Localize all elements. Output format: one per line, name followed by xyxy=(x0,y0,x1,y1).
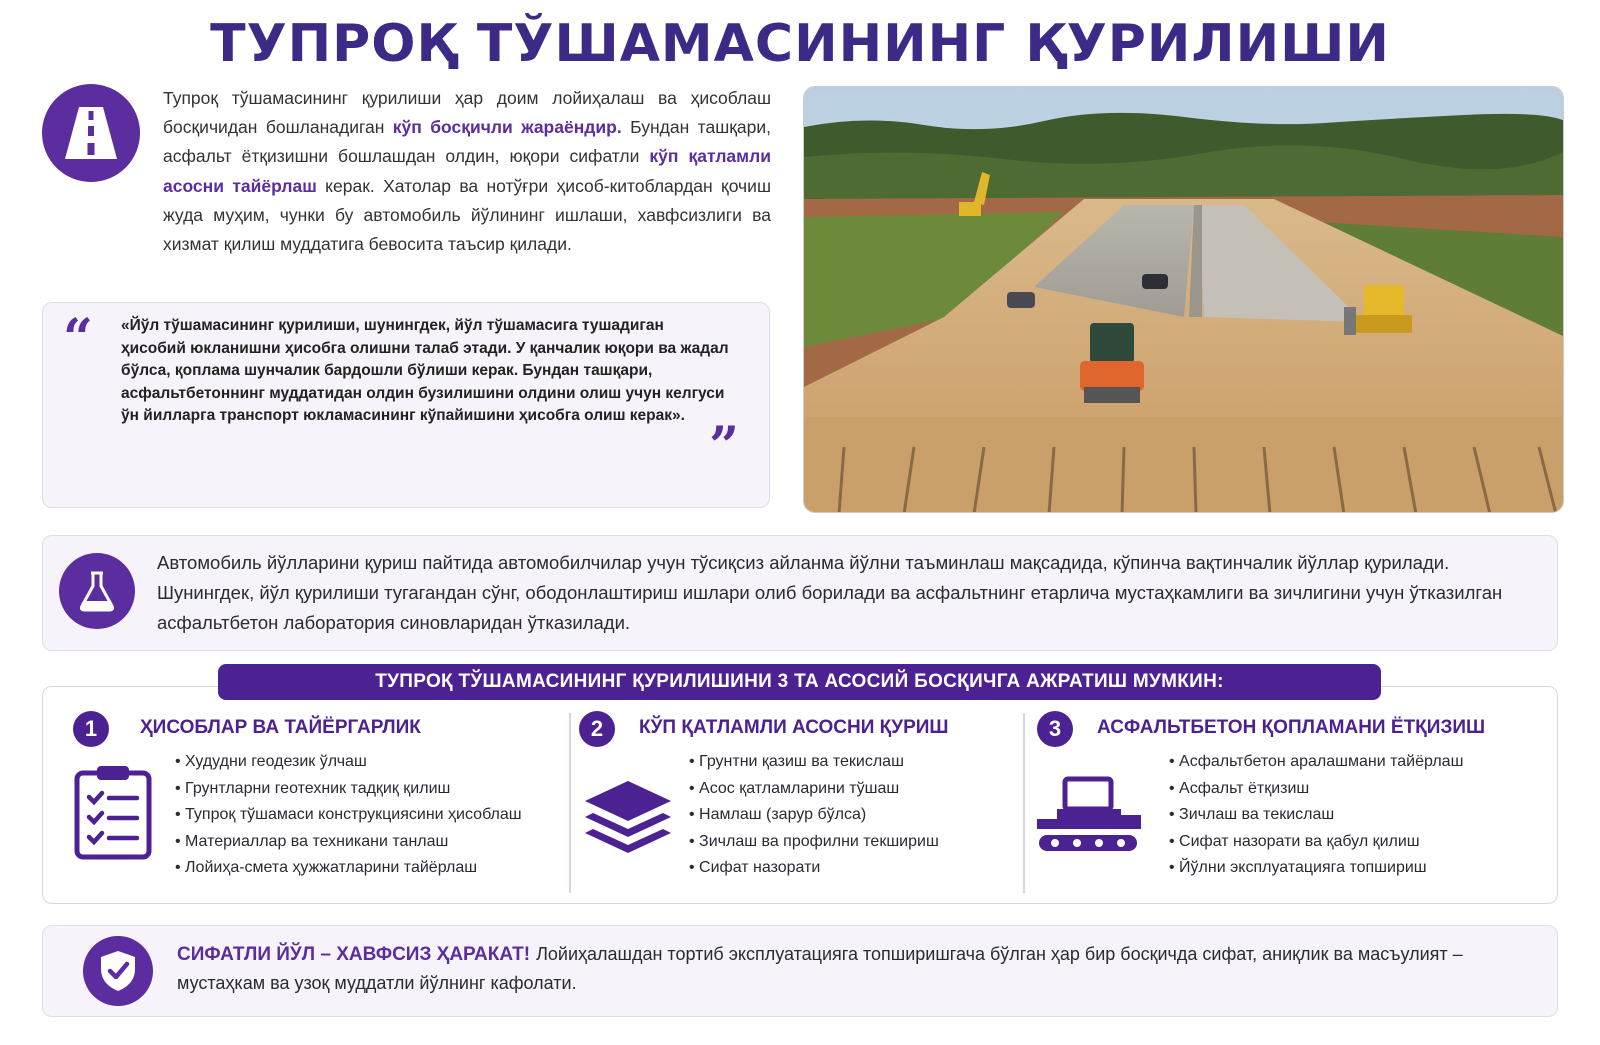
intro-highlight-2: кўп қатламли асосни тайёрлаш xyxy=(163,146,771,196)
lab-info-box xyxy=(42,535,1558,651)
list-item: • Лойиҳа-смета ҳужжатларини тайёрлаш xyxy=(175,855,522,882)
layers-icon xyxy=(583,779,673,868)
list-item: • Асфальтбетон аралашмани тайёрлаш xyxy=(1169,749,1463,776)
stage-3 xyxy=(1025,687,1555,905)
flask-icon xyxy=(59,553,135,629)
intro-paragraph xyxy=(163,84,771,259)
stage-3-list xyxy=(1169,749,1463,882)
list-item: • Зичлаш ва текислаш xyxy=(1169,802,1463,829)
stage-3-number: 3 xyxy=(1037,711,1073,747)
stage-1-title: ҲИСОБЛАР ВА ТАЙЁРГАРЛИК xyxy=(140,717,421,738)
intro-text-3: керак. Хатолар ва нотўғри ҳисоб-китоблардан қочиш жуда муҳим, чунки бу автомобиль йўлининг ишлаши, хавфсизлиги ва хизмат қилиш муддатига бевосита таъсир қилади. xyxy=(163,175,771,255)
stage-1 xyxy=(43,687,568,905)
list-item: • Сифат назорати xyxy=(689,855,939,882)
list-item: • Намлаш (зарур бўлса) xyxy=(689,802,939,829)
intro-text-1: Тупроқ тўшамасининг қурилиши ҳар доим лойиҳалаш ва ҳисоблаш босқичидан бошланадиган xyxy=(163,88,771,138)
footer-highlight: СИФАТЛИ ЙЎЛ – ХАВФСИЗ ҲАРАКАТ! xyxy=(177,944,531,965)
road-construction-photo xyxy=(803,86,1564,513)
stage-3-title: АСФАЛЬТБЕТОН ҚОПЛАМАНИ ЁТҚИЗИШ xyxy=(1097,717,1486,738)
stage-2 xyxy=(571,687,1021,905)
stage-2-list xyxy=(689,749,939,882)
stage-2-number: 2 xyxy=(579,711,615,747)
clipboard-checklist-icon xyxy=(73,763,153,866)
list-item: • Грунтларни геотехник тадқиқ қилиш xyxy=(175,776,522,803)
page-title: ТУПРОҚ ТЎШАМАСИНИНГ ҚУРИЛИШИ xyxy=(210,14,1390,74)
stage-1-list xyxy=(175,749,522,882)
intro-text-2: Бундан ташқари, асфальт ётқизишни бошлашдан олдин, юқори сифатли xyxy=(163,117,772,167)
shield-check-icon xyxy=(83,936,153,1006)
stage-2-title: КЎП ҚАТЛАМЛИ АСОСНИ ҚУРИШ xyxy=(639,717,949,738)
list-item: • Сифат назорати ва қабул қилиш xyxy=(1169,829,1463,856)
list-item: • Грунтни қазиш ва текислаш xyxy=(689,749,939,776)
intro-highlight-1: кўп босқичли жараёндир. xyxy=(392,117,622,138)
footer-text xyxy=(177,940,1547,997)
lab-text: Автомобиль йўлларини қуриш пайтида автомобилчилар учун тўсиқсиз айланма йўлни таъминлаш мақсадида, кўпинча вақтинчалик йўллар қурилади. Шунингдек, йўл қурилиши тугагандан сўнг, ободонлаштириш ишлари олиб борилади ва асфальтнинг етарлича мустаҳкамлиги ва зичлигини учун ўтказилган асфальтбетон лаборатория синовларидан ўтказилади. xyxy=(157,552,1503,633)
list-item: • Асфальт ётқизиш xyxy=(1169,776,1463,803)
quote-open-icon: “ xyxy=(63,308,93,369)
list-item: • Йўлни эксплуатацияга топшириш xyxy=(1169,855,1463,882)
list-item: • Зичлаш ва профилни текшириш xyxy=(689,829,939,856)
footer-box xyxy=(42,925,1558,1017)
footer-body: Лойиҳалашдан тортиб эксплуатацияга топширишгача бўлган ҳар бир босқичда сифат, аниқлик ва масъулият – мустаҳкам ва узоқ муддатли йўлнинг кафолати. xyxy=(177,944,1463,993)
asphalt-paver-icon xyxy=(1035,775,1145,864)
road-icon xyxy=(42,84,140,182)
quote-box xyxy=(42,302,770,508)
quote-close-icon: ” xyxy=(709,416,739,477)
list-item: • Худудни геодезик ўлчаш xyxy=(175,749,522,776)
stage-1-number: 1 xyxy=(73,711,109,747)
quote-text: «Йўл тўшамасининг қурилиши, шунингдек, йўл тўшамасига тушадиган ҳисобий юкланишни ҳисобга олишни талаб этади. У қанчалик юқори ва жадал бўлса, қоплама шунчалик бардошли бўлиши керак. Бундан ташқари, асфальтбетоннинг муддатидан олдин бузилишини олдини олиш учун келгуси ўн йилларга транспорт юкламасининг кўпайишини ҳисобга олиш керак». xyxy=(121,317,729,424)
list-item: • Материаллар ва техникани танлаш xyxy=(175,829,522,856)
list-item: • Тупроқ тўшамаси конструкциясини ҳисоблаш xyxy=(175,802,522,829)
stages-banner: ТУПРОҚ ТЎШАМАСИНИНГ ҚУРИЛИШИНИ 3 ТА АСОСИЙ БОСҚИЧГА АЖРАТИШ МУМКИН: xyxy=(218,664,1381,700)
list-item: • Асос қатламларини тўшаш xyxy=(689,776,939,803)
stages-box xyxy=(42,686,1558,904)
